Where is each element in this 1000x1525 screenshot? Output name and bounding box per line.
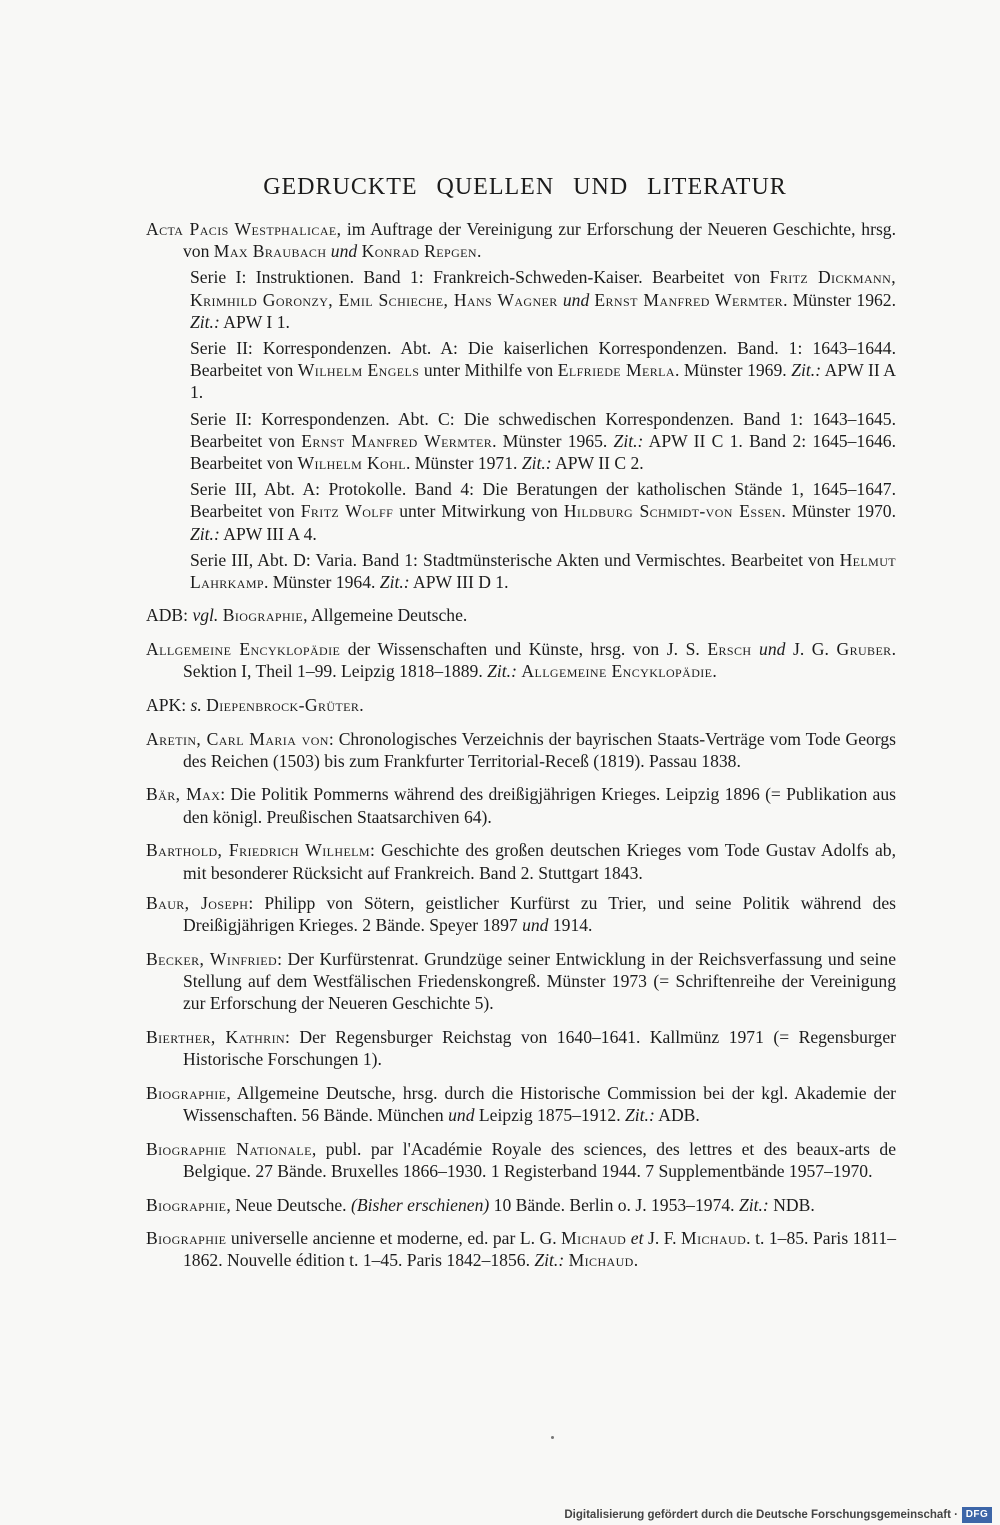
text-run: , Allgemeine Deutsche, hrsg. durch die Historische Commission bei der kgl. Akademie der Wissenschaften. 56 Bände. München: [183, 1082, 896, 1125]
bibliography-entry: [146, 1026, 896, 1070]
text-run: der Wissenschaften und Künste, hrsg. von J. S.: [340, 638, 708, 659]
italic-text: Zit.:: [190, 523, 220, 544]
text-run: . Sektion I, Theil 1–99. Leipzig 1818–1889.: [183, 638, 896, 682]
text-run: Leipzig 1875–1912.: [474, 1104, 625, 1125]
text-run: : Chronologisches Verzeichnis der bayrischen Staats-Verträge vom Tode Georgs des Reichen (1503) bis zum Frankfurter Territorial-Receß (1819). Passau 1838.: [183, 728, 896, 771]
text-run: APW II C 1. Band 2: 1645–1646. Bearbeitet von: [190, 430, 896, 474]
bibliography-entry: [146, 892, 896, 936]
text-run: APW III A 4.: [219, 523, 317, 544]
author-name: Fritz Wolff: [300, 501, 394, 522]
text-run: : Philipp von Sötern, geistlicher Kurfürst zu Trier, und seine Politik während des Dreißigjährigen Krieges. 2 Bände. Speyer 1897: [183, 892, 896, 935]
text-run: .: [633, 1250, 639, 1271]
text-run: APW II C 2.: [551, 453, 644, 474]
bibliography-entry: [146, 1194, 896, 1216]
author-name: Hildburg Schmidt-von Essen: [563, 501, 782, 522]
author-name: Gruber: [836, 638, 892, 659]
italic-text: Zit.:: [190, 311, 220, 332]
author-name: Biographie Nationale: [146, 1138, 312, 1159]
italic-text: und: [759, 638, 786, 659]
text-run: ADB.: [654, 1104, 700, 1125]
text-run: Serie III, Abt. A: Protokolle. Band 4: Die Beratungen der katholischen Stände 1, 1645–1647. Bearbeitet von: [190, 479, 896, 522]
bibliography-list: [146, 218, 896, 1283]
dfg-logo-icon: DFG: [962, 1507, 992, 1523]
italic-text: s.: [190, 694, 202, 715]
author-name: Michaud: [561, 1228, 627, 1249]
bibliography-entry: [146, 604, 896, 626]
author-name: Ersch: [707, 638, 752, 659]
author-name: Biographie: [222, 605, 304, 626]
italic-text: vgl.: [192, 605, 219, 626]
text-run: : Der Regensburger Reichstag von 1640–1641. Kallmünz 1971 (= Regensburger Historische Forschungen 1).: [183, 1026, 896, 1069]
italic-text: et: [630, 1228, 644, 1249]
text-run: . Münster 1970.: [781, 501, 896, 522]
italic-text: Zit.:: [521, 453, 552, 474]
text-run: 10 Bände. Berlin o. J. 1953–1974.: [489, 1194, 739, 1215]
author-name: Konrad Repgen: [361, 241, 477, 262]
author-name: Bierther, Kathrin: [146, 1026, 286, 1047]
italic-text: und: [330, 241, 358, 262]
text-run: ADB:: [146, 605, 193, 626]
bibliography-sub-entry: [146, 549, 896, 593]
text-run: . Münster 1969.: [674, 360, 792, 381]
bibliography-entry: [146, 694, 896, 716]
text-run: . Münster 1964.: [263, 572, 380, 593]
text-run: . Münster 1971.: [405, 453, 522, 474]
bibliography-entry: [146, 1082, 896, 1126]
italic-text: (Bisher erschienen): [350, 1194, 490, 1215]
author-name: Allgemeine Encyklopädie: [521, 661, 713, 682]
text-run: , im Auftrage der Vereinigung zur Erforschung der Neueren Geschichte, hrsg. von: [183, 219, 896, 262]
bibliography-entry: [146, 783, 896, 827]
author-name: Wilhelm Engels: [297, 360, 420, 381]
author-name: Helmut Lahrkamp: [190, 549, 896, 593]
author-name: Michaud: [568, 1250, 634, 1271]
text-run: .: [712, 661, 717, 682]
author-name: Bär, Max: [146, 784, 221, 805]
text-run: . t. 1–85. Paris 1811–1862. Nouvelle édition t. 1–45. Paris 1842–1856.: [183, 1228, 897, 1271]
author-name: Baur, Joseph: [146, 892, 249, 913]
page-mark-dot: [551, 1436, 554, 1439]
bibliography-entry: [146, 1138, 896, 1182]
text-run: universelle ancienne et moderne, ed. par L. G.: [226, 1228, 562, 1249]
text-run: Serie III, Abt. D: Varia. Band 1: Stadtmünsterische Akten und Vermischtes. Bearbeitet von: [190, 549, 840, 570]
italic-text: und: [522, 914, 549, 935]
author-name: Aretin, Carl Maria von: [146, 728, 329, 749]
author-name: Allgemeine Encyklopädie: [146, 638, 341, 659]
bibliography-sub-entry: [146, 266, 896, 333]
italic-text: Zit.:: [534, 1250, 565, 1271]
text-run: APW I 1.: [219, 311, 290, 332]
text-run: . Münster 1962.: [783, 289, 896, 310]
footer-credit: Digitalisierung gefördert durch die Deutsche Forschungsgemeinschaft ·: [564, 1509, 958, 1521]
text-run: APW II A 1.: [190, 360, 896, 403]
bibliography-entry: [146, 638, 896, 682]
text-run: NDB.: [768, 1194, 815, 1215]
text-run: , Neue Deutsche.: [226, 1194, 351, 1215]
author-name: Diepenbrock-Grüter: [206, 694, 360, 715]
author-name: Michaud: [681, 1228, 747, 1249]
author-name: Biographie: [146, 1228, 227, 1249]
author-name: Acta Pacis Westphalicae: [146, 219, 337, 239]
text-run: , publ. par l'Académie Royale des sciences, des lettres et des beaux-arts de Belgique. 27 Bände. Bruxelles 1866–1930. 1 Registerband 1944. 7 Supplementbände 1957–1970.: [183, 1138, 896, 1181]
author-name: Max Braubach: [213, 241, 327, 262]
author-name: Fritz Dickmann, Krimhild Goronzy, Emil Schieche, Hans Wagner: [190, 267, 896, 310]
text-run: .: [476, 241, 482, 262]
text-run: . Münster 1965.: [492, 430, 614, 451]
text-run: : Die Politik Pommerns während des dreißigjährigen Krieges. Leipzig 1896 (= Publikation aus den königl. Preußischen Staatsarchiven 64).: [183, 784, 896, 827]
bibliography-entry: [146, 728, 896, 772]
italic-text: Zit.:: [613, 430, 644, 451]
italic-text: und: [562, 289, 590, 310]
author-name: Becker, Winfried: [146, 948, 278, 969]
italic-text: Zit.:: [738, 1194, 769, 1215]
text-run: J. F.: [643, 1228, 682, 1249]
text-run: : Der Kurfürstenrat. Grundzüge seiner Entwicklung in der Reichsverfassung und seine Stellung auf dem Westfälischen Friedenskongreß. Münster 1973 (= Schriftenreihe der Vereinigung zur Erforschung der Neueren Geschichte 5).: [183, 948, 897, 1014]
text-run: APK:: [146, 694, 191, 715]
italic-text: Zit.:: [379, 572, 410, 593]
bibliography-entry: [146, 948, 896, 1015]
text-run: unter Mitwirkung von: [393, 501, 564, 522]
text-run: : Geschichte des großen deutschen Krieges vom Tode Gustav Adolfs ab, mit besonderer Rücksicht auf Frankreich. Band 2. Stuttgart 1843.: [183, 840, 896, 883]
text-run: APW III D 1.: [409, 572, 509, 593]
bibliography-entry: [146, 1227, 896, 1271]
text-run: J. G.: [785, 638, 837, 659]
text-run: , Allgemeine Deutsche.: [303, 605, 468, 626]
author-name: Barthold, Friedrich Wilhelm: [146, 840, 370, 861]
author-name: Wilhelm Kohl: [297, 453, 406, 474]
text-run: [751, 639, 759, 659]
text-run: Serie II: Korrespondenzen. Abt. A: Die kaiserlichen Korrespondenzen. Band. 1: 1643–1644. Bearbeitet von: [190, 338, 896, 381]
author-name: Ernst Manfred Wermter: [594, 289, 784, 310]
italic-text: Zit.:: [791, 360, 822, 381]
text-run: Serie I: Instruktionen. Band 1: Frankreich-Schweden-Kaiser. Bearbeitet von: [190, 267, 770, 288]
bibliography-sub-entry: [146, 408, 896, 475]
italic-text: und: [448, 1104, 475, 1125]
author-name: Biographie: [146, 1194, 227, 1215]
bibliography-entry: [146, 218, 896, 262]
text-run: .: [359, 694, 364, 715]
text-run: unter Mithilfe von: [419, 360, 558, 381]
italic-text: Zit.:: [625, 1104, 655, 1125]
bibliography-sub-entry: [146, 478, 896, 545]
author-name: Ernst Manfred Wermter: [301, 430, 493, 451]
author-name: Elfriede Merla: [557, 360, 675, 381]
bibliography-entry: [146, 839, 896, 883]
italic-text: Zit.:: [487, 661, 517, 682]
text-run: Serie II: Korrespondenzen. Abt. C: Die schwedischen Korrespondenzen. Band 1: 1643–1645. Bearbeitet von: [190, 408, 896, 451]
author-name: Biographie: [146, 1082, 227, 1103]
bibliography-sub-entry: [146, 337, 896, 404]
text-run: 1914.: [548, 914, 593, 935]
page-title: GEDRUCKTE QUELLEN UND LITERATUR: [263, 174, 787, 201]
